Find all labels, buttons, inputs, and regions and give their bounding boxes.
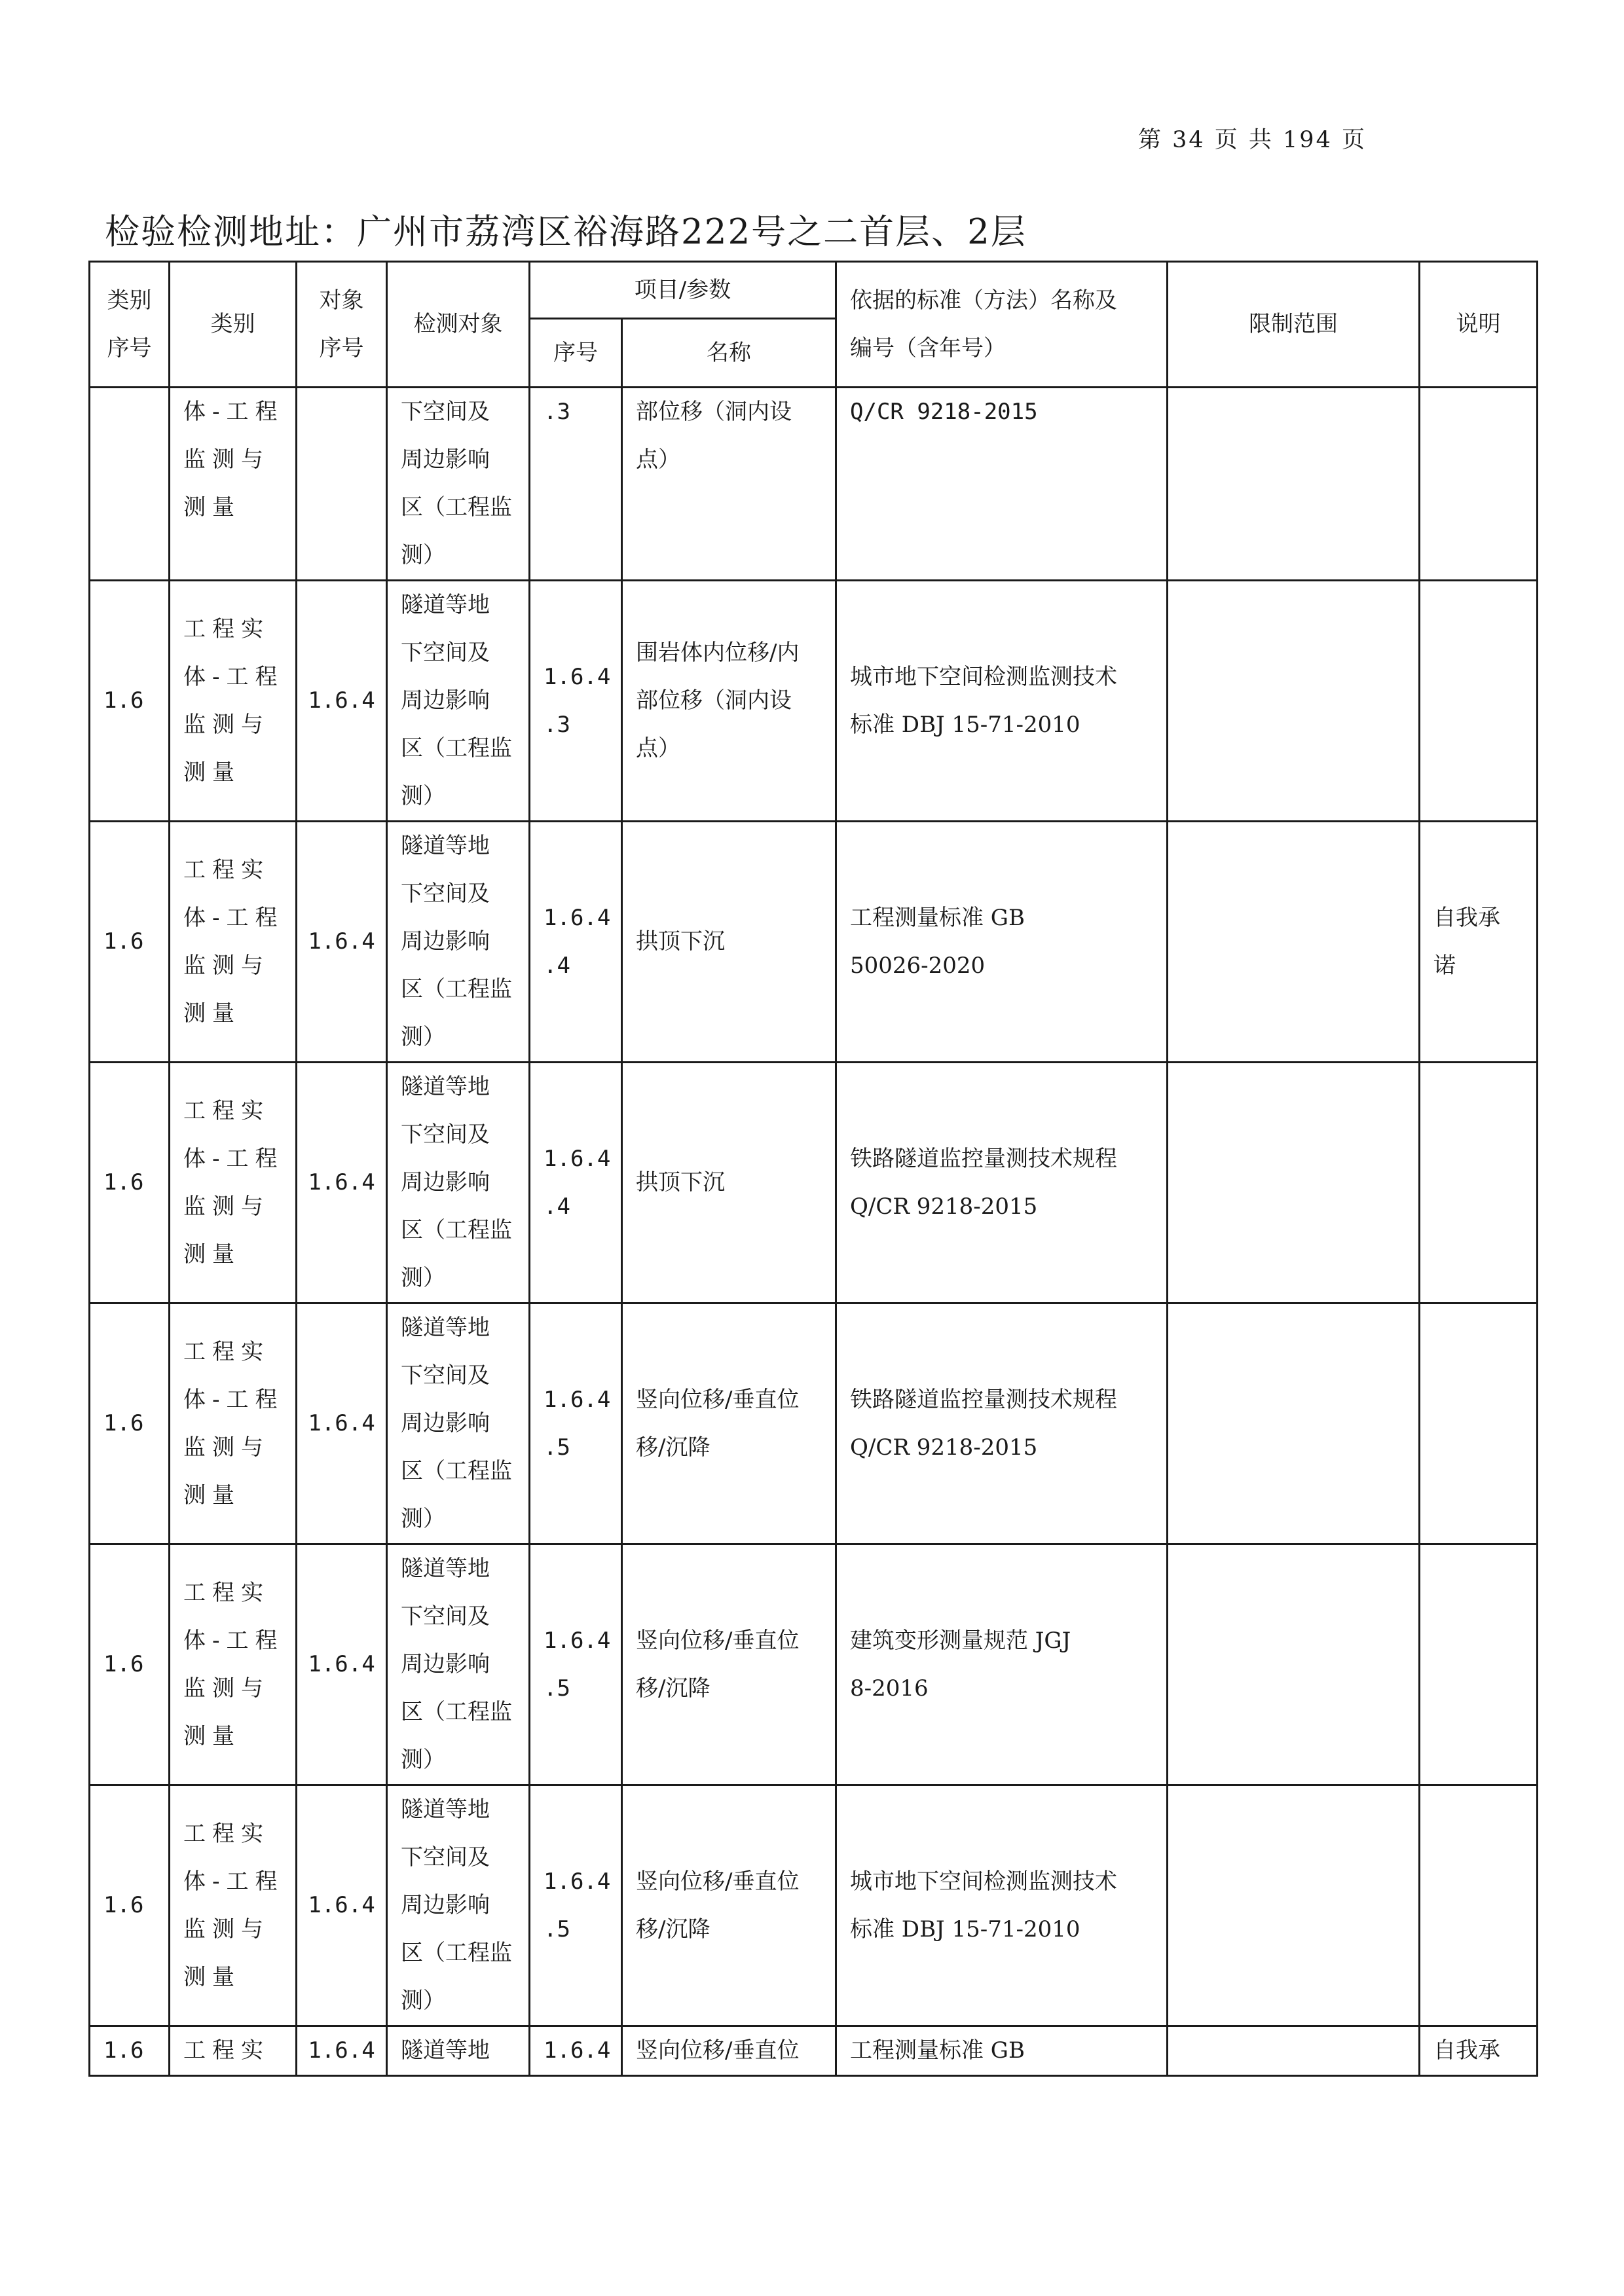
cell-limit — [1168, 1544, 1420, 1785]
cell-name: 拱顶下沉 — [622, 1063, 836, 1303]
cell-object-no: 1.6.4 — [297, 2026, 387, 2076]
cell-seq: .3 — [530, 388, 622, 581]
cell-note — [1420, 581, 1538, 822]
cell-note — [1420, 388, 1538, 581]
table-row — [90, 388, 1538, 581]
cell-limit — [1168, 1785, 1420, 2026]
header-limit: 限制范围 — [1168, 262, 1420, 388]
cell-seq: 1.6.4 .5 — [530, 1544, 622, 1785]
cell-object-no: 1.6.4 — [297, 1063, 387, 1303]
cell-category-no — [90, 388, 170, 581]
cell-category: 工程实 体-工程 监测与 测量 — [170, 1063, 297, 1303]
cell-name: 竖向位移/垂直位 — [622, 2026, 836, 2076]
cell-object: 隧道等地 下空间及 周边影响 区（工程监 测） — [387, 581, 530, 822]
cell-seq: 1.6.4 .4 — [530, 1063, 622, 1303]
cell-seq: 1.6.4 .4 — [530, 822, 622, 1063]
scope-table — [88, 261, 1538, 2077]
address-title: 检验检测地址：广州市荔湾区裕海路222号之二首层、2层 — [105, 212, 1027, 252]
cell-limit — [1168, 388, 1420, 581]
cell-category: 工程实 体-工程 监测与 测量 — [170, 581, 297, 822]
cell-object: 隧道等地 下空间及 周边影响 区（工程监 测） — [387, 822, 530, 1063]
header-note: 说明 — [1420, 262, 1538, 388]
cell-category-no: 1.6 — [90, 2026, 170, 2076]
cell-name: 竖向位移/垂直位 移/沉降 — [622, 1303, 836, 1544]
table-row — [90, 2026, 1538, 2076]
cell-category: 工程实 体-工程 监测与 测量 — [170, 822, 297, 1063]
cell-note — [1420, 1063, 1538, 1303]
header-seq: 序号 — [530, 319, 622, 388]
cell-limit — [1168, 1063, 1420, 1303]
cell-note — [1420, 1785, 1538, 2026]
cell-standard: 铁路隧道监控量测技术规程 Q/CR 9218-2015 — [836, 1063, 1168, 1303]
cell-standard: 工程测量标准 GB 50026-2020 — [836, 822, 1168, 1063]
cell-limit — [1168, 822, 1420, 1063]
cell-object-no: 1.6.4 — [297, 1785, 387, 2026]
cell-object: 隧道等地 下空间及 周边影响 区（工程监 测） — [387, 1544, 530, 1785]
table-row — [90, 1544, 1538, 1785]
cell-name: 拱顶下沉 — [622, 822, 836, 1063]
header-name: 名称 — [622, 319, 836, 388]
cell-category: 工程实 体-工程 监测与 测量 — [170, 1785, 297, 2026]
cell-note — [1420, 1303, 1538, 1544]
cell-standard: 铁路隧道监控量测技术规程 Q/CR 9218-2015 — [836, 1303, 1168, 1544]
cell-category-no: 1.6 — [90, 1785, 170, 2026]
table-row — [90, 1303, 1538, 1544]
cell-category: 工程实 — [170, 2026, 297, 2076]
cell-limit — [1168, 2026, 1420, 2076]
header-object: 检测对象 — [387, 262, 530, 388]
table-row — [90, 1785, 1538, 2026]
cell-object: 隧道等地 下空间及 周边影响 区（工程监 测） — [387, 1785, 530, 2026]
cell-category: 体-工程 监测与 测量 — [170, 388, 297, 581]
header-row-1 — [90, 262, 1538, 319]
cell-seq: 1.6.4 .3 — [530, 581, 622, 822]
cell-name: 部位移（洞内设 点） — [622, 388, 836, 581]
cell-standard: 工程测量标准 GB — [836, 2026, 1168, 2076]
cell-category: 工程实 体-工程 监测与 测量 — [170, 1544, 297, 1785]
cell-object: 隧道等地 — [387, 2026, 530, 2076]
table-row — [90, 822, 1538, 1063]
header-category-no: 类别 序号 — [90, 262, 170, 388]
cell-object: 隧道等地 下空间及 周边影响 区（工程监 测） — [387, 1303, 530, 1544]
cell-note: 自我承 — [1420, 2026, 1538, 2076]
header-item-param: 项目/参数 — [530, 262, 836, 319]
cell-object: 下空间及 周边影响 区（工程监 测） — [387, 388, 530, 581]
cell-object-no: 1.6.4 — [297, 581, 387, 822]
cell-note — [1420, 1544, 1538, 1785]
page-number: 第 34 页 共 194 页 — [1138, 127, 1367, 153]
cell-standard: 城市地下空间检测监测技术 标准 DBJ 15-71-2010 — [836, 1785, 1168, 2026]
cell-limit — [1168, 1303, 1420, 1544]
header-object-no: 对象 序号 — [297, 262, 387, 388]
cell-category-no: 1.6 — [90, 581, 170, 822]
cell-seq: 1.6.4 — [530, 2026, 622, 2076]
cell-standard: 建筑变形测量规范 JGJ 8-2016 — [836, 1544, 1168, 1785]
cell-object-no: 1.6.4 — [297, 1544, 387, 1785]
cell-name: 竖向位移/垂直位 移/沉降 — [622, 1544, 836, 1785]
cell-limit — [1168, 581, 1420, 822]
cell-name: 竖向位移/垂直位 移/沉降 — [622, 1785, 836, 2026]
table-row — [90, 1063, 1538, 1303]
cell-name: 围岩体内位移/内 部位移（洞内设 点） — [622, 581, 836, 822]
cell-category-no: 1.6 — [90, 822, 170, 1063]
cell-object-no: 1.6.4 — [297, 1303, 387, 1544]
cell-seq: 1.6.4 .5 — [530, 1785, 622, 2026]
cell-standard: Q/CR 9218-2015 — [836, 388, 1168, 581]
cell-category: 工程实 体-工程 监测与 测量 — [170, 1303, 297, 1544]
cell-category-no: 1.6 — [90, 1063, 170, 1303]
cell-object-no: 1.6.4 — [297, 822, 387, 1063]
header-category: 类别 — [170, 262, 297, 388]
cell-category-no: 1.6 — [90, 1303, 170, 1544]
cell-category-no: 1.6 — [90, 1544, 170, 1785]
cell-seq: 1.6.4 .5 — [530, 1303, 622, 1544]
cell-note: 自我承 诺 — [1420, 822, 1538, 1063]
cell-object-no — [297, 388, 387, 581]
cell-standard: 城市地下空间检测监测技术 标准 DBJ 15-71-2010 — [836, 581, 1168, 822]
header-standard: 依据的标准（方法）名称及 编号（含年号） — [836, 262, 1168, 388]
table-row — [90, 581, 1538, 822]
cell-object: 隧道等地 下空间及 周边影响 区（工程监 测） — [387, 1063, 530, 1303]
